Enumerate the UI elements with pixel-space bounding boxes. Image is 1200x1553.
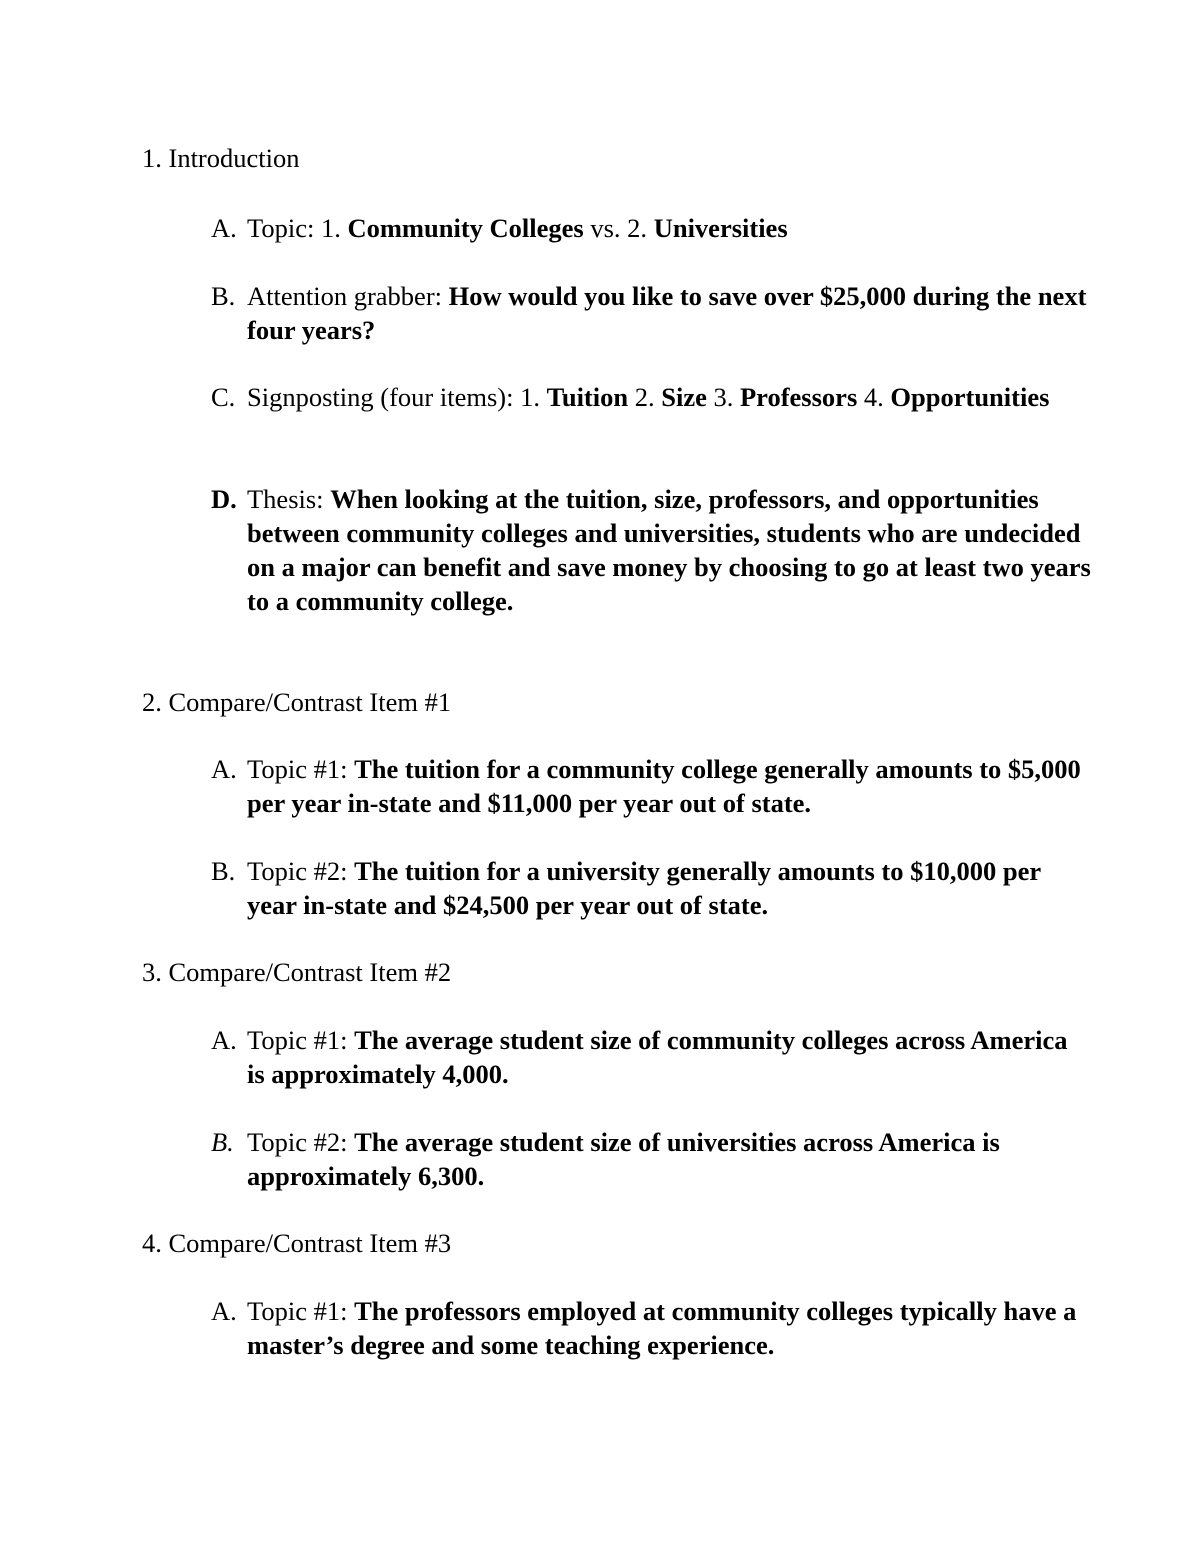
item-body [247, 380, 1091, 414]
item-body [247, 752, 1091, 820]
item-marker: B. [211, 281, 236, 311]
signpost-number: 4. [857, 382, 891, 412]
item-marker: B. [211, 1127, 234, 1157]
section-heading-introduction: 1. Introduction [142, 143, 300, 173]
topic-separator: vs. 2. [583, 213, 654, 243]
signpost-number: 3. [706, 382, 740, 412]
signpost-tuition: Tuition [546, 382, 629, 412]
section-heading-item-1: 2. Compare/Contrast Item #1 [142, 687, 452, 717]
item-text: The tuition for a university generally amounts to $10,000 per year in-state and $24,500 per year out of state. [247, 856, 1041, 920]
item-body [247, 482, 1091, 618]
item-body [247, 854, 1091, 922]
item-label: Topic #1: [247, 754, 355, 784]
item-body [247, 1294, 1091, 1362]
topic-two: Universities [653, 213, 788, 243]
section-heading-item-2: 3. Compare/Contrast Item #2 [142, 957, 452, 987]
item-label: Topic #2: [247, 1127, 355, 1157]
item-label: Thesis: [247, 484, 331, 514]
section-heading-item-3: 4. Compare/Contrast Item #3 [142, 1228, 452, 1258]
item-label: Topic #2: [247, 856, 355, 886]
item-body [247, 211, 1091, 245]
item-label: Signposting (four items): 1. [247, 382, 547, 412]
item-text: The tuition for a community college generally amounts to $5,000 per year in-state and $11,000 per year out of state. [247, 754, 1081, 818]
item-label: Topic #1: [247, 1296, 355, 1326]
outline-item-topic-2 [211, 854, 1091, 922]
item-text: The professors employed at community colleges typically have a master’s degree and some teaching experience. [247, 1296, 1077, 1360]
item-marker: C. [211, 382, 236, 412]
outline-item-topic [211, 211, 1091, 245]
signpost-number: 2. [628, 382, 662, 412]
signpost-opportunities: Opportunities [890, 382, 1050, 412]
item-text: How would you like to save over $25,000 during the next four years? [247, 281, 1087, 345]
item-marker: B. [211, 856, 236, 886]
outline-item-topic-1 [211, 1294, 1091, 1362]
item-text: The average student size of universities across America is approximately 6,300. [247, 1127, 1000, 1191]
outline-item-signposting [211, 380, 1091, 414]
topic-one: Community Colleges [347, 213, 584, 243]
item-label: Attention grabber: [247, 281, 449, 311]
outline-item-topic-2 [211, 1125, 1091, 1193]
item-text: The average student size of community colleges across America is approximately 4,000. [247, 1025, 1068, 1089]
signpost-size: Size [661, 382, 707, 412]
outline-item-thesis [211, 482, 1091, 618]
item-body [247, 1125, 1091, 1193]
item-marker: D. [211, 484, 237, 514]
item-body [247, 279, 1091, 347]
item-marker: A. [211, 213, 237, 243]
item-marker: A. [211, 1296, 237, 1326]
item-marker: A. [211, 1025, 237, 1055]
outline-item-topic-1 [211, 752, 1091, 820]
outline-item-topic-1 [211, 1023, 1091, 1091]
item-body [247, 1023, 1091, 1091]
signpost-professors: Professors [740, 382, 858, 412]
item-label: Topic #1: [247, 1025, 355, 1055]
item-label: Topic: 1. [247, 213, 348, 243]
item-text: When looking at the tuition, size, professors, and opportunities between community colleges and universities, students who are undecided on a major can benefit and save money by choosing to go at least two years to a community college. [247, 484, 1091, 616]
outline-item-attention-grabber [211, 279, 1091, 347]
item-marker: A. [211, 754, 237, 784]
